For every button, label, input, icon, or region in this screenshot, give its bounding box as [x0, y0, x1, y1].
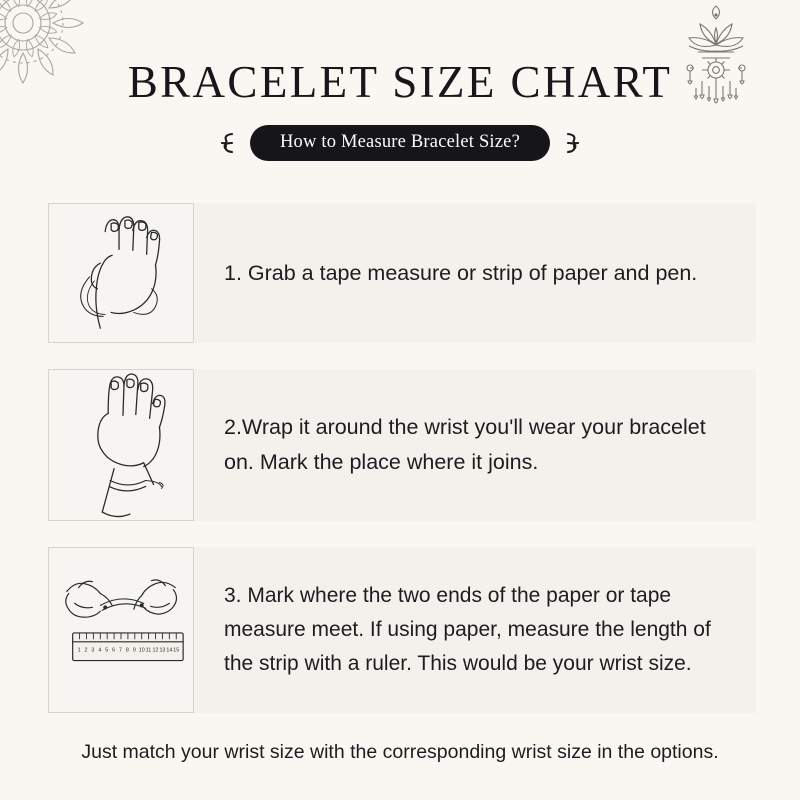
footer-note: Just match your wrist size with the corresponding wrist size in the options.: [81, 741, 719, 763]
svg-text:14: 14: [166, 647, 173, 654]
svg-text:5: 5: [105, 647, 109, 654]
step-text: 1. Grab a tape measure or strip of paper and pen.: [224, 260, 698, 285]
flourish-left-icon: [210, 130, 236, 156]
svg-text:15: 15: [173, 647, 180, 654]
svg-text:8: 8: [125, 647, 129, 654]
svg-text:11: 11: [145, 647, 152, 654]
step-text: 2.Wrap it around the wrist you'll wear your bracelet on. Mark the place where it joins.: [224, 415, 706, 474]
step-text: 3. Mark where the two ends of the paper or tape measure meet. If using paper, measure the length of the strip with a ruler. This would be your wrist size.: [224, 583, 711, 675]
svg-text:13: 13: [159, 647, 166, 654]
list-item: [48, 547, 756, 713]
page-title: BRACELET SIZE CHART: [127, 57, 673, 107]
svg-text:1: 1: [77, 647, 81, 654]
svg-text:10: 10: [138, 647, 145, 654]
svg-text:7: 7: [119, 647, 122, 654]
svg-text:4: 4: [98, 647, 102, 654]
subtitle-pill: How to Measure Bracelet Size?: [250, 125, 550, 161]
list-item: [48, 369, 756, 521]
tape-wrapped-around-wrist-illustration: [48, 369, 194, 521]
subtitle-row: [0, 125, 800, 161]
list-item: [48, 203, 756, 343]
flourish-right-icon: [564, 130, 590, 156]
svg-text:6: 6: [112, 647, 116, 654]
steps-list: [48, 203, 756, 739]
svg-text:3: 3: [91, 647, 95, 654]
svg-text:9: 9: [132, 647, 136, 654]
svg-text:2: 2: [84, 647, 88, 654]
hand-holding-tape-measure-illustration: [48, 203, 194, 343]
svg-text:12: 12: [152, 647, 159, 654]
measuring-paper-strip-with-ruler-illustration: [48, 547, 194, 713]
